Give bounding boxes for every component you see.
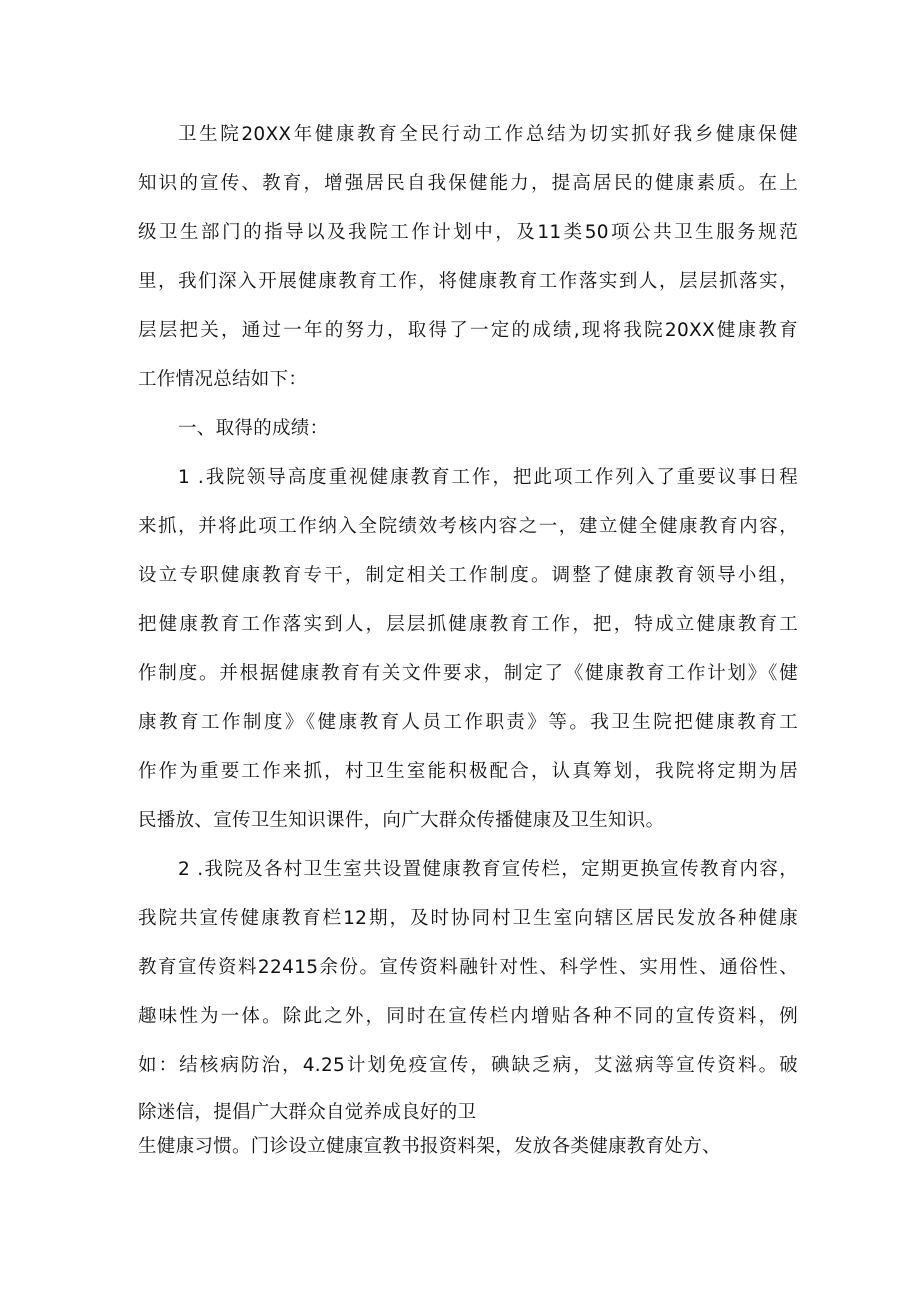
text-line-5: 层层把关，通过一年的努力，取得了一定的成绩,现将我院20XX健康教育: [138, 320, 798, 341]
text-line-3: 级卫生部门的指导以及我院工作计划中，及11类50项公共卫生服务规范: [138, 222, 798, 243]
text-line-21: 除迷信，提倡广大群众自觉养成良好的卫: [138, 1102, 477, 1123]
text-line-19: 趣味性为一体。除此之外，同时在宣传栏内增贴各种不同的宣传资料，例: [138, 1006, 798, 1027]
text-line-10: 设立专职健康教育专干，制定相关工作制度。调整了健康教育领导小组，: [138, 565, 798, 586]
text-line-20: 如：结核病防治，4.25计划免疫宣传，碘缺乏病，艾滋病等宣传资料。破: [138, 1055, 798, 1076]
text-line-6: 工作情况总结如下：: [138, 369, 308, 390]
text-line-18: 教育宣传资料22415余份。宣传资料融针对性、科学性、实用性、通俗性、: [138, 957, 798, 978]
text-line-22: 生健康习惯。门诊设立健康宣教书报资料架，发放各类健康教育处方、: [138, 1136, 721, 1157]
text-line-17: 我院共宣传健康教育栏12期，及时协同村卫生室向辖区居民发放各种健康: [138, 908, 798, 929]
text-line-13: 康教育工作制度》《健康教育人员工作职责》等。我卫生院把健康教育工: [138, 712, 798, 733]
text-line-14: 作作为重要工作来抓，村卫生室能积极配合，认真筹划，我院将定期为居: [138, 761, 798, 782]
text-line-15: 民播放、宣传卫生知识课件，向广大群众传播健康及卫生知识。: [138, 810, 665, 831]
text-line-11: 把健康教育工作落实到人，层层抓健康教育工作，把，特成立健康教育工: [138, 614, 798, 635]
text-line-12: 作制度。并根据健康教育有关文件要求，制定了《健康教育工作计划》《健: [138, 663, 798, 684]
text-line-4: 里，我们深入开展健康教育工作，将健康教育工作落实到人，层层抓落实，: [138, 271, 798, 292]
text-line-9: 来抓，并将此项工作纳入全院绩效考核内容之一，建立健全健康教育内容，: [138, 516, 798, 537]
text-line-1: 卫生院20XX年健康教育全民行动工作总结为切实抓好我乡健康保健: [178, 124, 798, 145]
text-line-8: 1 .我院领导高度重视健康教育工作，把此项工作列入了重要议事日程: [178, 467, 798, 488]
text-line-16: 2 .我院及各村卫生室共设置健康教育宣传栏，定期更换宣传教育内容，: [178, 859, 798, 880]
text-line-2: 知识的宣传、教育，增强居民自我保健能力，提高居民的健康素质。在上: [138, 173, 798, 194]
section-heading: 一、取得的成绩：: [178, 418, 329, 439]
